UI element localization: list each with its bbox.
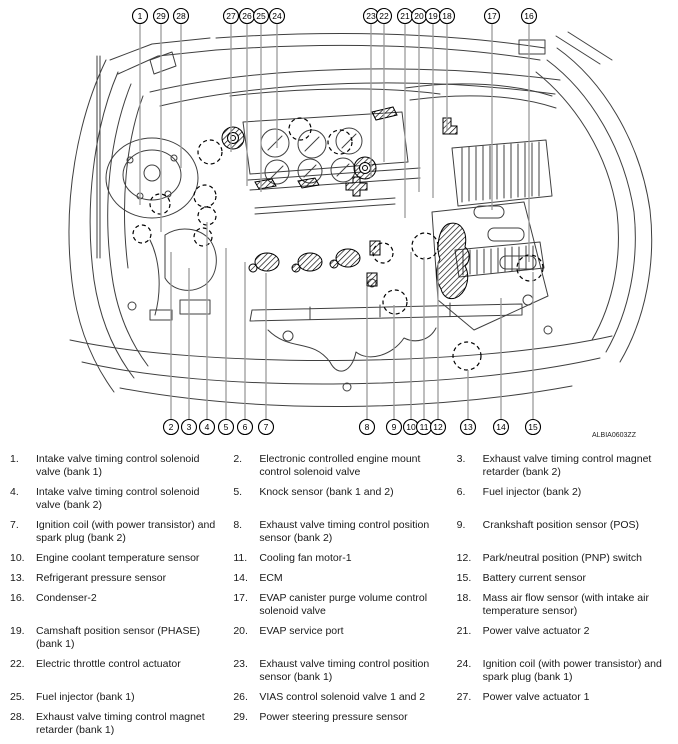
legend-item-number: 22.: [10, 658, 25, 670]
svg-text:18: 18: [442, 11, 452, 21]
svg-text:9: 9: [391, 422, 397, 432]
legend-item-number: 11.: [233, 552, 248, 564]
legend-item-number: 20.: [233, 625, 248, 637]
svg-text:29: 29: [156, 11, 166, 21]
component-location-marker: [517, 255, 543, 281]
legend-item-25: [10, 691, 227, 704]
legend-item-3: [457, 453, 674, 479]
callout-4: [200, 420, 215, 435]
legend-item-number: 1.: [10, 453, 19, 465]
legend-item-number: 28.: [10, 711, 25, 723]
callout-29: [154, 9, 169, 24]
callout-13: [461, 420, 476, 435]
callout-9: [387, 420, 402, 435]
component-location-marker: [198, 140, 222, 164]
legend-item-label: Condenser-2: [36, 592, 97, 604]
callout-24: [270, 9, 285, 24]
callout-20: [412, 9, 427, 24]
legend-item-8: [233, 519, 450, 545]
svg-text:28: 28: [176, 11, 186, 21]
legend-item-label: Engine coolant temperature sensor: [36, 552, 200, 564]
legend-item-number: 3.: [456, 453, 466, 465]
callout-19: [426, 9, 441, 24]
svg-text:22: 22: [379, 11, 389, 21]
legend-item-label: Mass air flow sensor (with intake air temperature sensor): [482, 592, 649, 617]
legend-item-6: [457, 486, 674, 512]
legend-item-label: Electronic controlled engine mount control solenoid valve: [259, 453, 421, 478]
legend-item-number: 6.: [456, 486, 466, 498]
component-location-marker: [194, 228, 212, 246]
legend-item-number: 29.: [233, 711, 248, 723]
legend-item-21: [457, 625, 674, 651]
legend-item-29: [233, 711, 450, 737]
legend-item-number: 7.: [10, 519, 19, 531]
component-location-markers: [133, 118, 543, 370]
svg-text:26: 26: [242, 11, 252, 21]
callouts-bottom: [164, 420, 541, 435]
legend-item-label: Fuel injector (bank 2): [482, 486, 582, 498]
callout-5: [219, 420, 234, 435]
legend-item-26: [233, 691, 450, 704]
legend-item-23: [233, 658, 450, 684]
callout-7: [259, 420, 274, 435]
legend-item-number: 27.: [456, 691, 472, 703]
legend-item-label: Intake valve timing control solenoid valve (bank 1): [36, 453, 200, 478]
legend-item-label: Battery current sensor: [482, 572, 586, 584]
svg-text:21: 21: [400, 11, 410, 21]
legend-item-28: [10, 711, 227, 737]
legend-item-number: 25.: [10, 691, 25, 703]
ignition-coil-shape: [298, 253, 322, 271]
callout-25: [254, 9, 269, 24]
legend-item-27: [457, 691, 674, 704]
callout-17: [485, 9, 500, 24]
callout-11: [417, 420, 432, 435]
callouts-top: [133, 9, 537, 24]
legend-item-13: [10, 572, 227, 585]
legend-item-24: [457, 658, 674, 684]
svg-text:3: 3: [186, 422, 192, 432]
legend-item-number: 23.: [233, 658, 248, 670]
svg-text:25: 25: [256, 11, 266, 21]
legend-item-number: 13.: [10, 572, 25, 584]
legend-item-label: Exhaust valve timing control magnet retarder (bank 1): [36, 711, 205, 736]
legend-item-15: [457, 572, 674, 585]
legend-item-label: Ignition coil (with power transistor) and spark plug (bank 1): [482, 658, 662, 683]
component-location-marker: [194, 185, 216, 207]
legend-item-label: Crankshaft position sensor (POS): [482, 519, 640, 531]
legend-item-number: 8.: [233, 519, 243, 531]
legend-item-label: Intake valve timing control solenoid valve (bank 2): [36, 486, 200, 511]
legend-item-1: [10, 453, 227, 479]
legend-item-19: [10, 625, 227, 651]
legend-item-label: Exhaust valve timing control position sensor (bank 2): [259, 519, 430, 544]
legend-item-16: [10, 592, 227, 618]
callout-28: [174, 9, 189, 24]
legend-item-label: Power valve actuator 1: [482, 691, 590, 703]
callout-21: [398, 9, 413, 24]
svg-text:1: 1: [137, 11, 143, 21]
svg-text:7: 7: [263, 422, 269, 432]
svg-text:27: 27: [226, 11, 236, 21]
legend-item-number: 9.: [456, 519, 466, 531]
legend-item-number: 17.: [233, 592, 248, 604]
legend-item-label: Fuel injector (bank 1): [36, 691, 135, 703]
callout-18: [440, 9, 455, 24]
svg-text:12: 12: [433, 422, 443, 432]
legend-item-number: 18.: [456, 592, 472, 604]
legend-item-label: Refrigerant pressure sensor: [36, 572, 167, 584]
legend-item-label: Cooling fan motor-1: [259, 552, 352, 564]
callout-3: [182, 420, 197, 435]
svg-text:24: 24: [272, 11, 282, 21]
callout-16: [522, 9, 537, 24]
callout-14: [494, 420, 509, 435]
ecm-shape: [437, 223, 469, 298]
callout-6: [238, 420, 253, 435]
svg-text:6: 6: [242, 422, 248, 432]
legend-item-label: EVAP canister purge volume control solenoid valve: [259, 592, 428, 617]
legend-item-2: [233, 453, 450, 479]
callout-22: [377, 9, 392, 24]
legend-item-17: [233, 592, 450, 618]
legend-item-9: [457, 519, 674, 545]
legend-item-11: [233, 552, 450, 565]
legend-item-number: 21.: [456, 625, 472, 637]
callout-1: [133, 9, 148, 24]
hatched-components: [222, 107, 469, 299]
legend-item-number: 10.: [10, 552, 25, 564]
legend-item-18: [457, 592, 674, 618]
svg-text:2: 2: [168, 422, 174, 432]
legend-item-number: 16.: [10, 592, 25, 604]
legend-item-10: [10, 552, 227, 565]
legend-item-number: 4.: [10, 486, 19, 498]
callout-2: [164, 420, 179, 435]
svg-text:11: 11: [419, 422, 429, 432]
legend-item-label: ECM: [259, 572, 283, 584]
legend-item-label: EVAP service port: [259, 625, 344, 637]
legend-item-number: 19.: [10, 625, 25, 637]
svg-text:20: 20: [414, 11, 424, 21]
svg-text:17: 17: [487, 11, 497, 21]
svg-text:8: 8: [364, 422, 370, 432]
svg-text:16: 16: [524, 11, 534, 21]
legend-item-label: VIAS control solenoid valve 1 and 2: [259, 691, 426, 703]
svg-text:5: 5: [223, 422, 229, 432]
svg-text:10: 10: [406, 422, 416, 432]
legend-item-label: Camshaft position sensor (PHASE) (bank 1): [36, 625, 200, 650]
legend-item-5: [233, 486, 450, 512]
svg-text:13: 13: [463, 422, 473, 432]
svg-text:15: 15: [528, 422, 538, 432]
legend-item-label: Park/neutral position (PNP) switch: [482, 552, 642, 564]
ignition-coil-shape: [336, 249, 360, 267]
engine-line-art: [69, 32, 652, 407]
legend-item-number: 5.: [233, 486, 243, 498]
legend-item-number: 12.: [456, 552, 472, 564]
callout-27: [224, 9, 239, 24]
legend-item-4: [10, 486, 227, 512]
legend-item-number: 26.: [233, 691, 248, 703]
legend-item-14: [233, 572, 450, 585]
legend-item-number: 14.: [233, 572, 248, 584]
legend-item-label: Power steering pressure sensor: [259, 711, 408, 723]
ignition-coil-shape: [255, 253, 279, 271]
legend-item-12: [457, 552, 674, 565]
component-location-marker: [133, 225, 151, 243]
legend-item-number: 24.: [456, 658, 472, 670]
figure-code: ALBIA0603ZZ: [592, 432, 636, 439]
legend-item-label: Ignition coil (with power transistor) and spark plug (bank 2): [36, 519, 216, 544]
legend-item-label: Exhaust valve timing control position sensor (bank 1): [259, 658, 430, 683]
legend-item-7: [10, 519, 227, 545]
legend-item-22: [10, 658, 227, 684]
legend-item-number: 2.: [233, 453, 243, 465]
legend-item-label: Knock sensor (bank 1 and 2): [259, 486, 394, 498]
callout-15: [526, 420, 541, 435]
callout-12: [431, 420, 446, 435]
callout-8: [360, 420, 375, 435]
component-location-marker: [383, 290, 407, 314]
callout-26: [240, 9, 255, 24]
legend-item-label: Exhaust valve timing control magnet retarder (bank 2): [482, 453, 652, 478]
legend-item-label: Electric throttle control actuator: [36, 658, 181, 670]
svg-text:19: 19: [428, 11, 438, 21]
legend-item-number: 15.: [456, 572, 472, 584]
legend: [0, 446, 678, 737]
svg-text:4: 4: [204, 422, 210, 432]
legend-item-label: Power valve actuator 2: [482, 625, 590, 637]
svg-text:23: 23: [366, 11, 376, 21]
svg-text:14: 14: [496, 422, 506, 432]
legend-item-20: [233, 625, 450, 651]
